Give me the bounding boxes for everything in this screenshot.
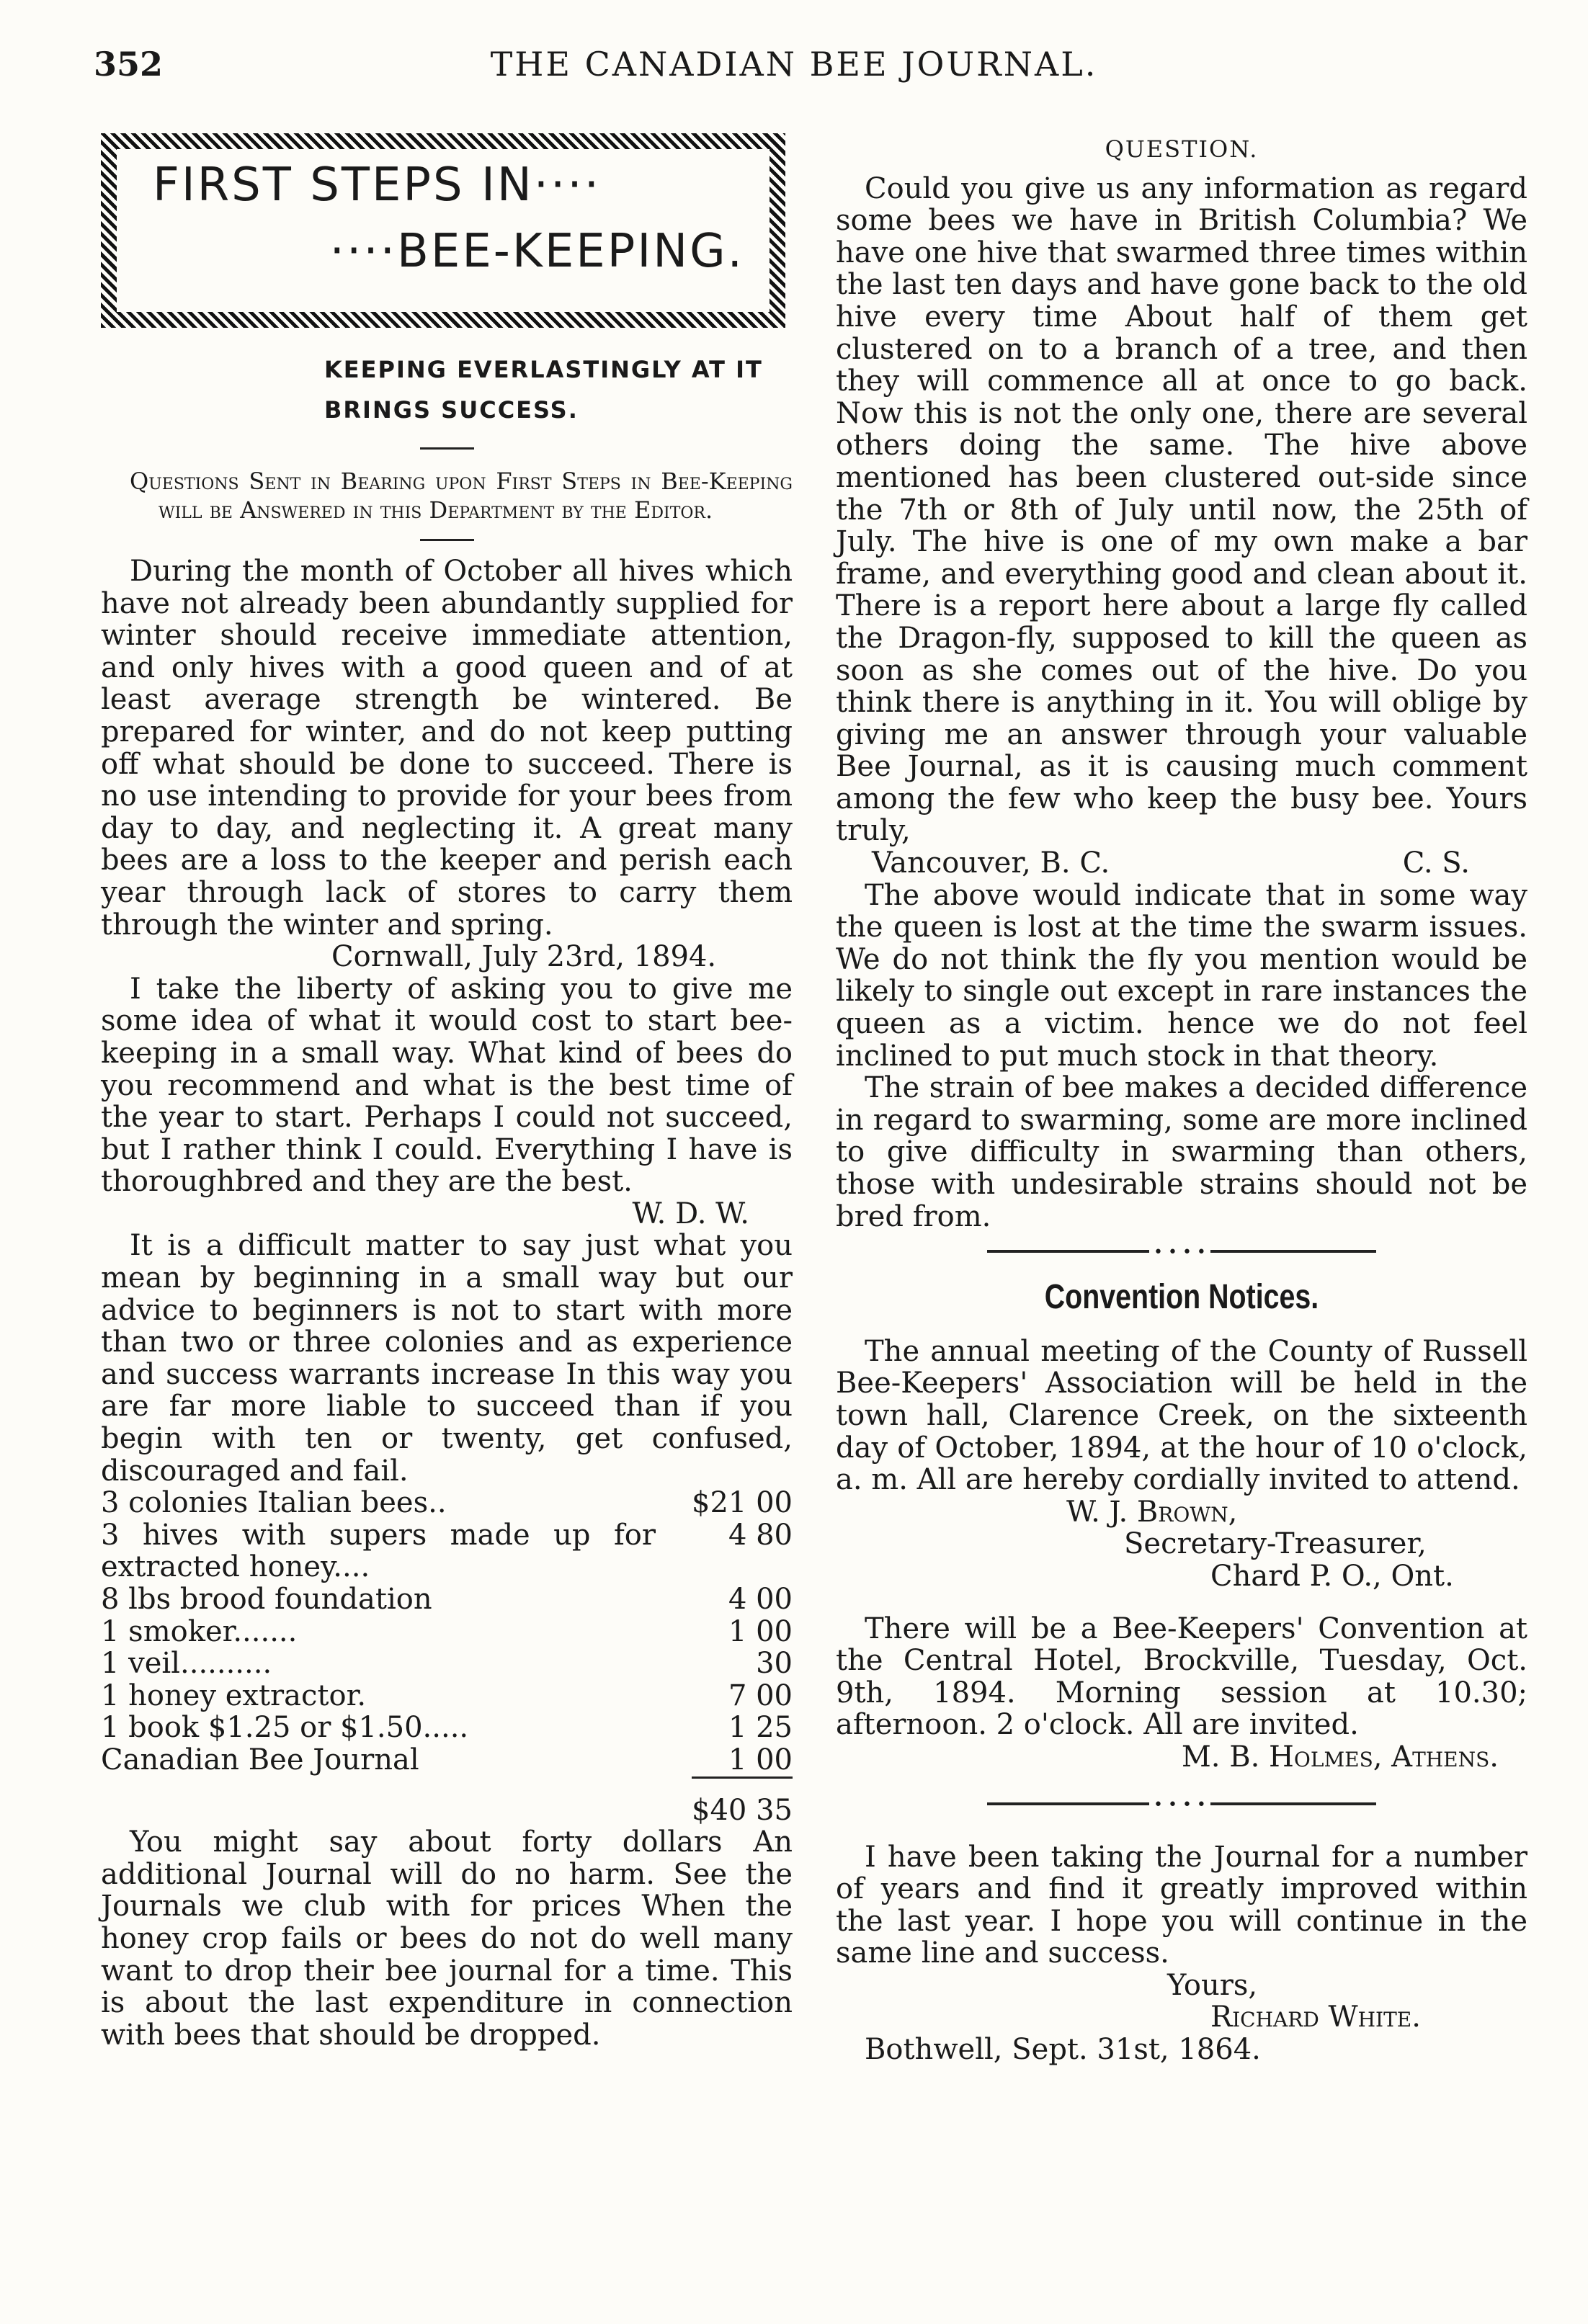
- cost-row: [101, 1744, 793, 1776]
- notice-russell-sig-title: Secretary-Treasurer,: [1124, 1527, 1427, 1561]
- cost-amount: 30: [756, 1647, 793, 1681]
- cost-item: 1 smoker.......: [101, 1614, 298, 1648]
- banner-line-2: ····BEE-KEEPING.: [329, 225, 744, 278]
- question-body: Could you give us any information as regard some bees we have in British Columbia? We have one hive that swarmed three times within the last ten days and have gone back to the old hive every time About half of them get clustered on to a branch of a tree, and then they will commence all at once to go back. Now this is not the only one, there are several others doing the same. The hive above mentioned has been clustered out-side since the 7th or 8th of July until now, the 25th of July. The hive is one of my own make a bar frame, and everything good and clean about it. There is a report here about a large fly called the Dragon-fly, supposed to kill the queen as soon as she comes out of the hive. Do you think there is anything in it. You will oblige by giving me an answer through your valuable Bee Journal, as it is causing much comment among the few who keep the busy bee. Yours truly,: [836, 171, 1527, 848]
- spacer: [836, 1593, 1527, 1613]
- section-banner: [101, 133, 785, 328]
- reply-paragraph-1: The above would indicate that in some way the queen is lost at the time the swarm issues. We do not think the fly you mention would be likely to single out except in rare instances the queen as a victim. hence we do not feel inclined to put much stock in that theory.: [836, 878, 1527, 1073]
- cost-item: 3 colonies Italian bees..: [101, 1486, 447, 1520]
- notice-russell: The annual meeting of the County of Russell Bee-Keepers' Association will be held in the town hall, Clarence Creek, on the sixteenth day of October, 1894, at the hour of 10 o'clock, a. m. All are hereby cordially invited to attend.: [836, 1334, 1527, 1497]
- running-head: [0, 45, 1588, 88]
- cost-row: [101, 1616, 793, 1648]
- notice-brockville-sig: M. B. Holmes, Athens.: [1181, 1740, 1499, 1774]
- letter-signature: W. D. W.: [632, 1197, 749, 1230]
- banner-line-1: FIRST STEPS IN····: [153, 158, 602, 212]
- cost-amount: 4 80: [728, 1518, 793, 1552]
- cost-row: [101, 1712, 793, 1744]
- testimonial-signature: Richard White.: [1210, 2001, 1421, 2034]
- convention-heading: Convention Notices.: [1044, 1278, 1319, 1317]
- question-place: Vancouver, B. C.: [872, 846, 1110, 880]
- left-column: [101, 133, 793, 2051]
- intro-paragraph: During the month of October all hives which have not already been abundantly supplied for winter should receive immediate attention, and only hives with a good queen and of at least average strength be wintered. Be prepared for winter, and do not keep putting off what should be done to succeed. There is no use intending to provide for your bees from day to day, and neglecting it. A great many bees are a loss to the keeper and perish each year through lack of stores to carry them through the winter and spring.: [101, 555, 793, 942]
- notice-russell-sig-place: Chard P. O., Ont.: [1210, 1559, 1454, 1593]
- question-heading: QUESTION.: [1105, 135, 1259, 163]
- notice-russell-sig-name: W. J. Brown,: [1066, 1495, 1238, 1529]
- cost-total: [101, 1779, 793, 1827]
- reply-paragraph-2: The strain of bee makes a decided difference in regard to swarming, some are more inclined to give difficulty in swarming than others, those with undesirable strains should not be bred from.: [836, 1071, 1527, 1233]
- closing-paragraph: You might say about forty dollars An additional Journal will do no harm. See the Journals we club with for prices When the honey crop fails or bees do not do well many want to drop their bee journal for a time. This is about the last expenditure in connection with bees that should be dropped.: [101, 1825, 793, 2052]
- letter-dateline: Cornwall, July 23rd, 1894.: [331, 940, 717, 974]
- cost-item: 1 honey extractor.: [101, 1679, 367, 1712]
- cost-item: 1 veil..........: [101, 1647, 272, 1681]
- divider: [420, 447, 474, 450]
- cost-amount: 1 25: [728, 1711, 793, 1745]
- cost-amount: 1 00: [728, 1743, 793, 1776]
- ornamental-divider: [987, 1250, 1376, 1253]
- subheading-line-1: KEEPING EVERLASTINGLY AT IT: [324, 356, 763, 383]
- notice-brockville: There will be a Bee-Keepers' Convention at the Central Hotel, Brockville, Tuesday, Oct. 9th, 1894. Morning session at 10.30; afternoon. 2 o'clock. All are invited.: [836, 1612, 1527, 1742]
- cost-amount: 1 00: [728, 1614, 793, 1648]
- cost-item: 1 book $1.25 or $1.50.....: [101, 1711, 469, 1745]
- cost-row: [101, 1487, 793, 1519]
- editor-answer: It is a difficult matter to say just what you mean by beginning in a small way but our advice to beginners is not to start with more than two or three colonies and as experience and success warrants increase In this way you are far more liable to succeed than if you begin with ten or twenty, get confused, discouraged and fail.: [101, 1229, 793, 1488]
- testimonial-closing: Yours,: [1167, 1968, 1258, 2002]
- question-initials: C. S.: [1402, 846, 1470, 880]
- question-signature: [836, 847, 1527, 880]
- reader-testimonial: I have been taking the Journal for a number of years and find it greatly improved within the last year. I hope you will continue in the same line and success.: [836, 1840, 1527, 1970]
- department-note: Questions Sent in Bearing upon First Steps in Bee-Keeping will be Answered in this Department by the Editor.: [130, 468, 793, 524]
- total-amount: $40 35: [692, 1793, 793, 1827]
- cost-item: 3 hives with supers made up for extracted honey....: [101, 1518, 656, 1584]
- cost-amount: 4 00: [728, 1583, 793, 1616]
- journal-title: THE CANADIAN BEE JOURNAL.: [490, 45, 1098, 84]
- ornamental-divider: [987, 1802, 1376, 1805]
- cost-row: [101, 1519, 793, 1583]
- subheading-line-2: BRINGS SUCCESS.: [324, 396, 579, 424]
- cost-item: 8 lbs brood foundation: [101, 1583, 432, 1616]
- divider: [420, 539, 474, 541]
- cost-amount: $21 00: [692, 1486, 793, 1520]
- reader-letter: I take the liberty of asking you to give me some idea of what it would cost to start bee-keeping in a small way. What kind of bees do you recommend and what is the best time of the year to start. Perhaps I could not succeed, but I rather think I could. Everything I have is thoroughbred and they are the best.: [101, 972, 793, 1199]
- cost-row: [101, 1648, 793, 1680]
- cost-row: [101, 1680, 793, 1712]
- cost-row: [101, 1583, 793, 1616]
- cost-amount: 7 00: [728, 1679, 793, 1712]
- testimonial-dateline: Bothwell, Sept. 31st, 1864.: [865, 2033, 1261, 2067]
- cost-table: [101, 1487, 793, 1776]
- cost-item: Canadian Bee Journal: [101, 1743, 419, 1776]
- page-number: 352: [94, 45, 164, 84]
- right-column: [836, 133, 1527, 2066]
